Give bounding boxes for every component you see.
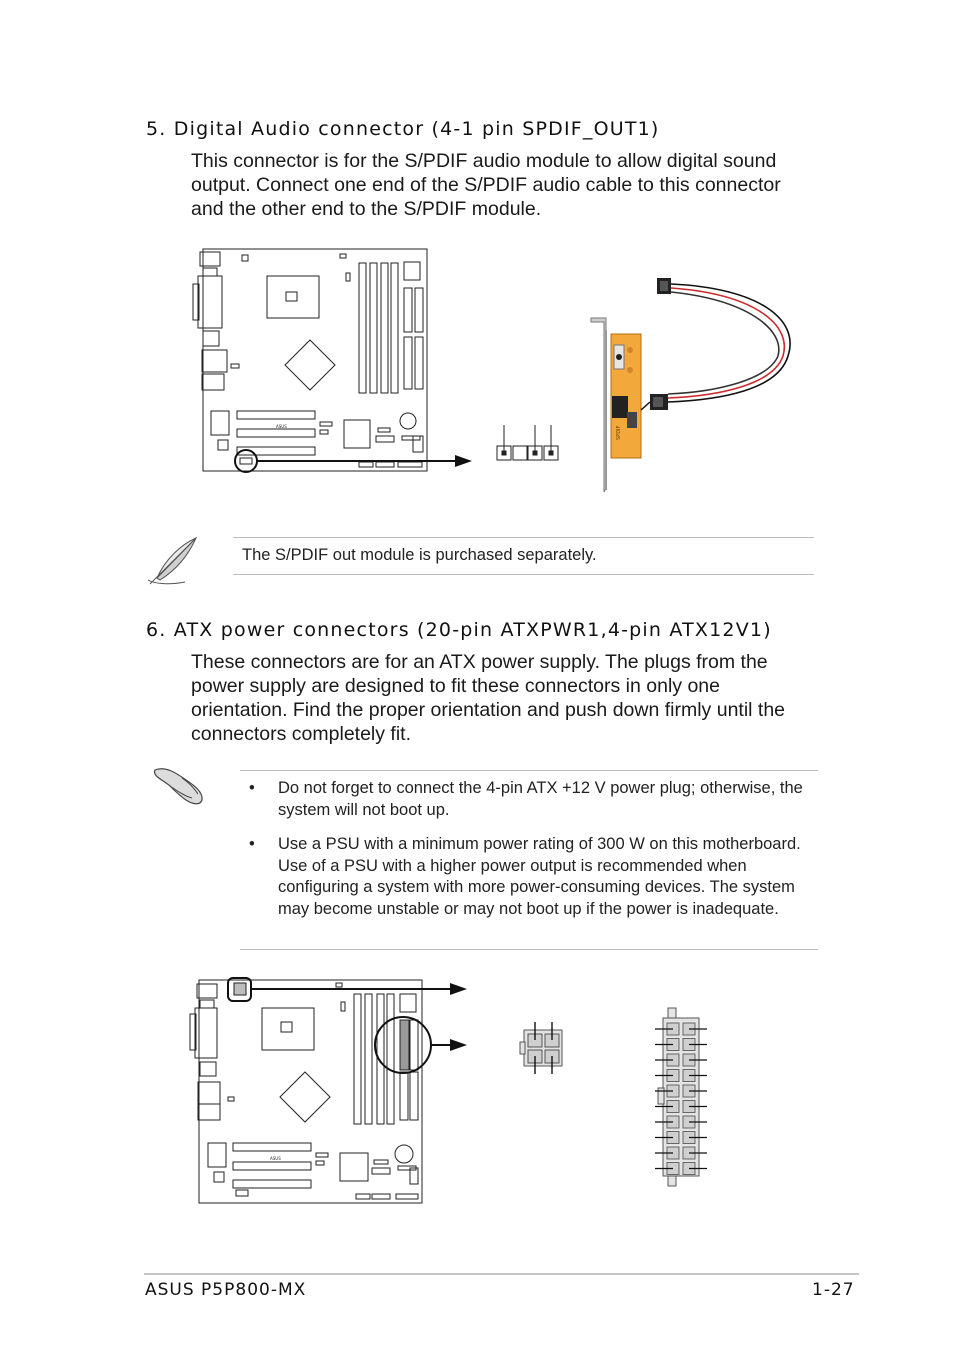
footer-page-number: 1-27 [812, 1280, 855, 1300]
bullet-dot: • [249, 835, 255, 853]
section-6-title: 6. ATX power connectors (20-pin ATXPWR1,4-pin ATX12V1) [146, 619, 772, 641]
bullet-dot: • [249, 779, 255, 797]
svg-text:ASUS: ASUS [270, 1156, 281, 1161]
important-bullet-1-text: Do not forget to connect the 4-pin ATX +12 V power plug; otherwise, the system will not boot up. [278, 779, 803, 819]
note-text: The S/PDIF out module is purchased separately. [242, 546, 597, 564]
section-5-title: 5. Digital Audio connector (4-1 pin SPDIF_OUT1) [146, 118, 660, 140]
section-6-body: These connectors are for an ATX power supply. The plugs from the power supply are designed to fit these connectors in only one orientation. Find the proper orientation and push down firmly until the connectors completely fit. [191, 651, 786, 745]
footer-product-name: ASUS P5P800-MX [145, 1280, 307, 1300]
important-bullet-2-text: Use a PSU with a minimum power rating of 300 W on this motherboard. Use of a PSU with a higher power output is recommended when configuring a system with more power-consuming devices. The system may become unstable or may not boot up if the power is inadequate. [278, 835, 801, 918]
section-5-body: This connector is for the S/PDIF audio module to allow digital sound output. Connect one end of the S/PDIF audio cable to this connector and the other end to the S/PDIF module. [191, 150, 781, 220]
svg-text:ASUS: ASUS [276, 424, 287, 429]
footer-rule [144, 1273, 859, 1275]
svg-text:SPDIF: SPDIF [616, 425, 622, 440]
